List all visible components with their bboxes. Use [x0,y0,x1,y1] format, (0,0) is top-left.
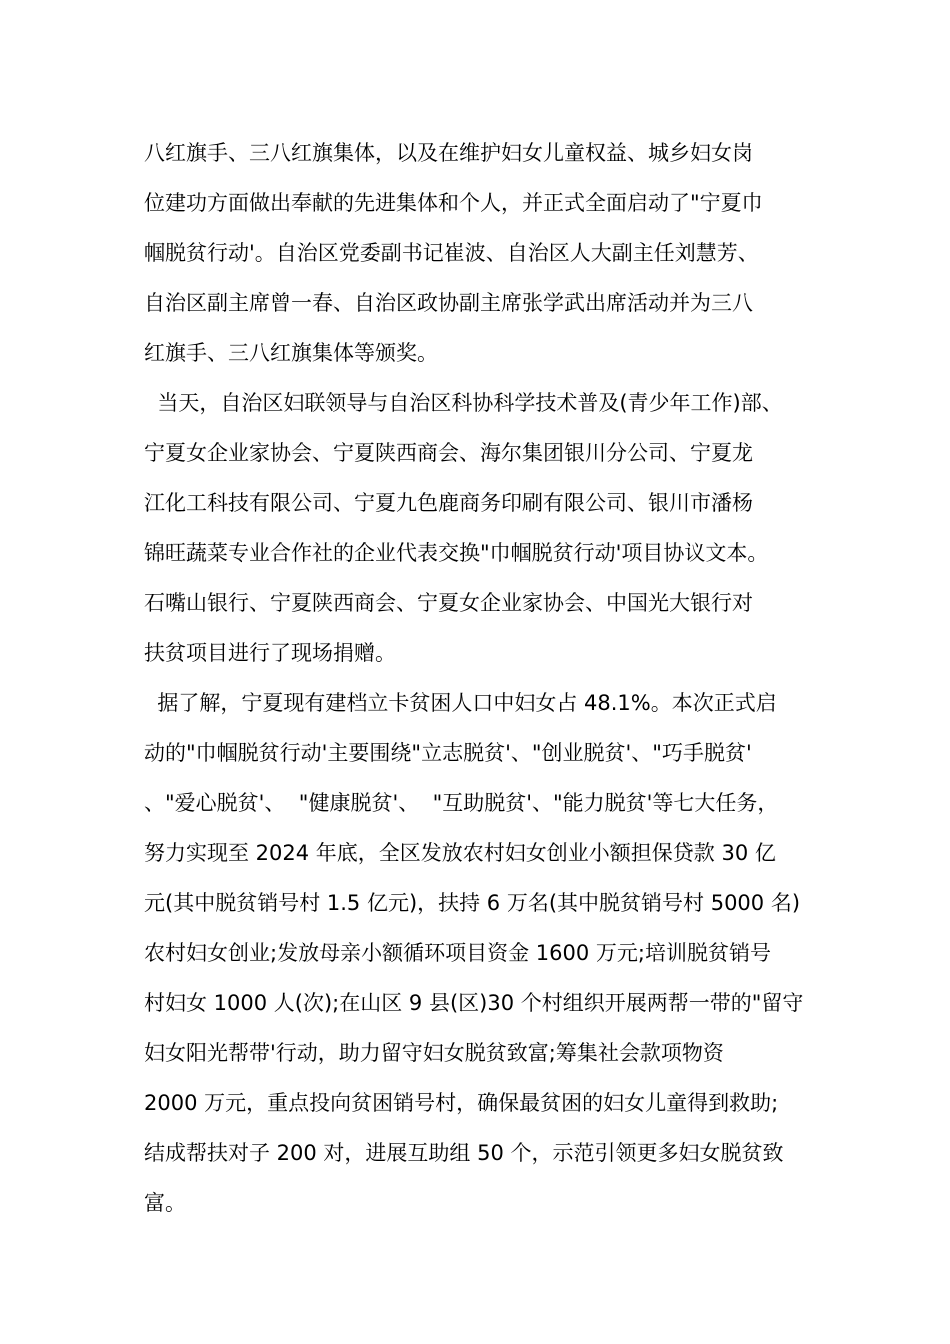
text-line: 妇女阳光帮带'行动，助力留守妇女脱贫致富;筹集社会款项物资 [144,1041,724,1065]
text-line: 努力实现至 2024 年底，全区发放农村妇女创业小额担保贷款 30 亿 [144,841,776,865]
text-line: 、"爱心脱贫'、 "健康脱贫'、 "互助脱贫'、"能力脱贫'等七大任务， [144,791,779,815]
text-line: 位建功方面做出奉献的先进集体和个人，并正式全面启动了"宁夏巾 [144,191,763,215]
text-line: 扶贫项目进行了现场捐赠。 [144,641,396,665]
text-line: 自治区副主席曾一春、自治区政协副主席张学武出席活动并为三八 [144,291,753,315]
text-line: 帼脱贫行动'。自治区党委副书记崔波、自治区人大副主任刘慧芳、 [144,241,759,265]
text-line: 2000 万元，重点投向贫困销号村，确保最贫困的妇女儿童得到救助; [144,1091,779,1115]
text-line: 八红旗手、三八红旗集体，以及在维护妇女儿童权益、城乡妇女岗 [144,141,753,165]
text-line: 结成帮扶对子 200 对，进展互助组 50 个，示范引领更多妇女脱贫致 [144,1141,784,1165]
text-line: 农村妇女创业;发放母亲小额循环项目资金 1600 万元;培训脱贫销号 [144,941,771,965]
text-line: 石嘴山银行、宁夏陕西商会、宁夏女企业家协会、中国光大银行对 [144,591,753,615]
text-line: 富。 [144,1191,186,1215]
text-line: 动的"巾帼脱贫行动'主要围绕"立志脱贫'、"创业脱贫'、"巧手脱贫' [144,741,752,765]
text-line: 红旗手、三八红旗集体等颁奖。 [144,341,438,365]
text-line: 锦旺蔬菜专业合作社的企业代表交换"巾帼脱贫行动'项目协议文本。 [144,541,769,565]
text-line: 当天，自治区妇联领导与自治区科协科学技术普及(青少年工作)部、 [144,391,783,415]
text-line: 元(其中脱贫销号村 1.5 亿元)，扶持 6 万名(其中脱贫销号村 5000 名) [144,891,801,915]
text-line: 村妇女 1000 人(次);在山区 9 县(区)30 个村组织开展两帮一带的"留守 [144,991,804,1015]
body-text [144,128,810,1228]
text-line: 宁夏女企业家协会、宁夏陕西商会、海尔集团银川分公司、宁夏龙 [144,441,753,465]
text-line: 据了解，宁夏现有建档立卡贫困人口中妇女占 48.1%。本次正式启 [144,691,777,715]
text-line: 江化工科技有限公司、宁夏九色鹿商务印刷有限公司、银川市潘杨 [144,491,753,515]
